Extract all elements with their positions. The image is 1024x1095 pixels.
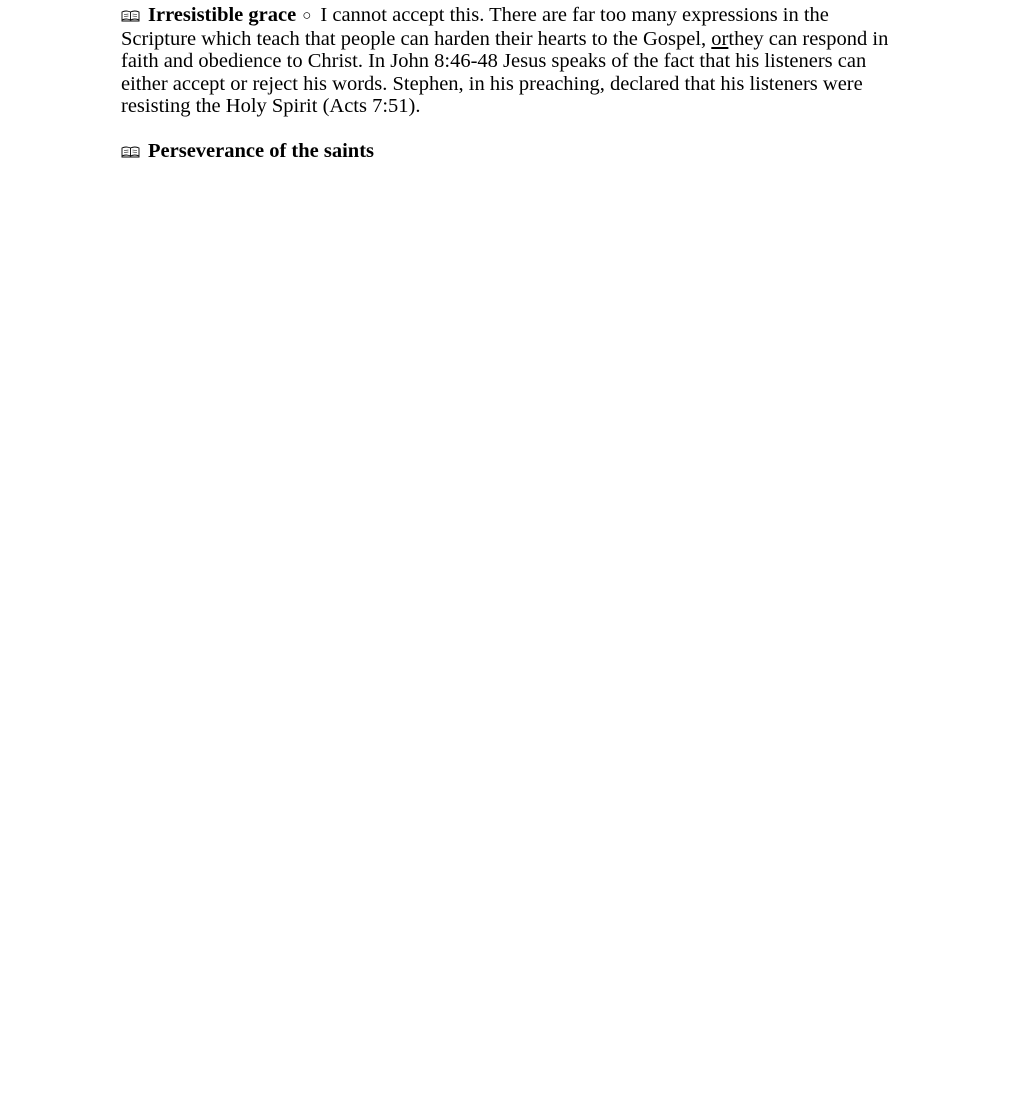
document-page xyxy=(121,4,891,163)
section-heading: Perseverance of the saints xyxy=(148,140,375,162)
section-perseverance-of-the-saints xyxy=(121,140,891,163)
circle-bullet: ○ xyxy=(302,8,312,24)
body-text-continued: they can respond in faith and obedience to Christ. In John 8:46-48 Jesus speaks of the fact that his listeners can either accept or reject his words. Stephen, in his preaching, declared that his listeners were resisting the Holy Spirit (Acts 7:51). xyxy=(121,27,889,117)
underlined-word: or xyxy=(711,27,729,50)
open-book-icon xyxy=(121,146,140,158)
section-heading: Irresistible grace xyxy=(148,4,297,26)
open-book-icon xyxy=(121,10,140,22)
section-irresistible-grace xyxy=(121,4,891,118)
body-text: I cannot accept this. There are far too many expressions in the Scripture which teach that people can harden their hearts to the Gospel, xyxy=(121,4,829,50)
